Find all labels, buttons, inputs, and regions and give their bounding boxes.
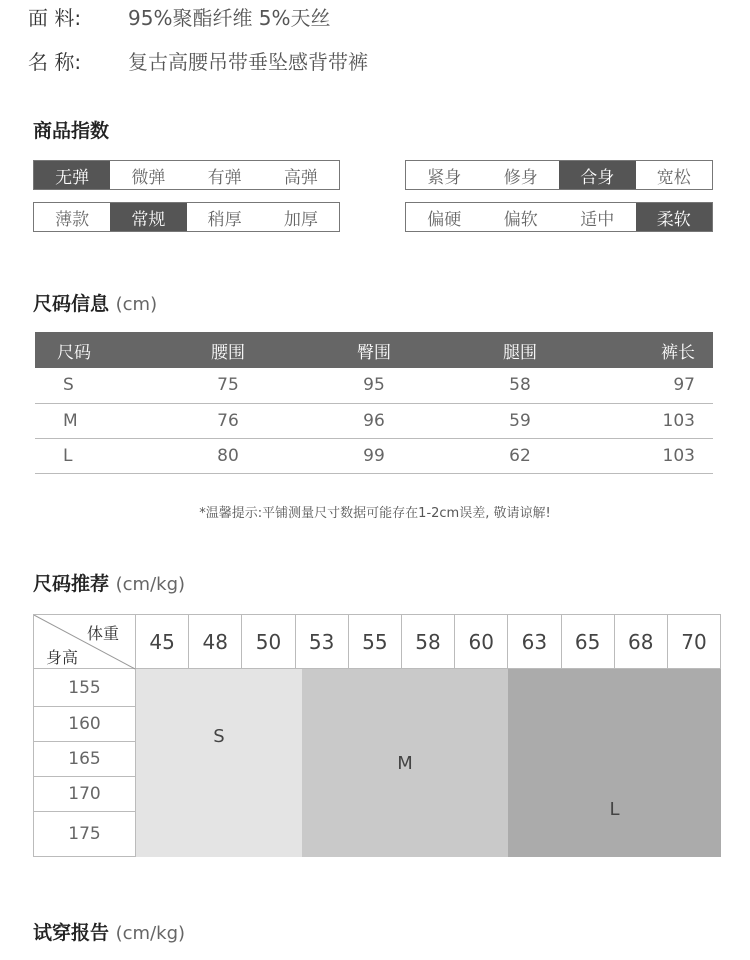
zone-l-label: L (609, 799, 620, 820)
weight-cell: 65 (562, 614, 615, 669)
fit-scale (405, 160, 713, 190)
name-value: 复古高腰吊带垂坠感背带裤 (128, 50, 368, 74)
size-recommend-grid (33, 614, 721, 857)
height-cell: 165 (33, 742, 136, 777)
grid-corner (33, 614, 136, 669)
header-hip: 臀围 (301, 332, 447, 368)
weight-cell: 48 (189, 614, 242, 669)
thickness-scale (33, 202, 340, 232)
header-size: 尺码 (35, 332, 155, 368)
name-label: 名 称: (28, 50, 82, 74)
size-info-unit: (cm) (115, 294, 158, 315)
height-cell: 175 (33, 812, 136, 857)
header-waist: 腰围 (155, 332, 301, 368)
try-on-title (33, 918, 185, 945)
corner-weight-label: 体重 (86, 624, 119, 643)
weight-cell: 70 (668, 614, 721, 669)
table-cell: 59 (447, 403, 593, 438)
zone-size-l (508, 669, 721, 857)
zone-size-s (136, 669, 302, 857)
table-cell: L (35, 438, 155, 473)
header-length: 裤长 (593, 332, 713, 368)
size-table-header (35, 332, 713, 368)
table-cell: 62 (447, 438, 593, 473)
table-cell: 97 (593, 368, 713, 403)
size-info-title-text: 尺码信息 (33, 293, 110, 315)
table-cell: M (35, 403, 155, 438)
product-name-line (28, 46, 368, 75)
header-thigh: 腿围 (447, 332, 593, 368)
softness-option: 适中 (580, 209, 615, 230)
fit-option: 宽松 (656, 167, 691, 188)
softness-option: 偏硬 (427, 209, 462, 230)
softness-option: 柔软 (636, 203, 713, 231)
height-cell: 160 (33, 707, 136, 742)
elasticity-scale (33, 160, 340, 190)
table-row (35, 403, 713, 438)
zone-size-m (302, 669, 508, 857)
fit-option: 修身 (503, 167, 538, 188)
height-cell: 155 (33, 669, 136, 707)
thickness-option: 常规 (110, 203, 186, 231)
thickness-option: 薄款 (55, 209, 90, 230)
table-cell: 99 (301, 438, 447, 473)
elasticity-option: 高弹 (283, 167, 318, 188)
weight-header-row (136, 614, 721, 669)
product-index-title: 商品指数 (33, 120, 110, 142)
measurement-note: *温馨提示:平铺测量尺寸数据可能存在1-2cm误差, 敬请谅解! (199, 506, 551, 521)
table-cell: 76 (155, 403, 301, 438)
weight-cell: 63 (508, 614, 561, 669)
table-row (35, 368, 713, 403)
size-info-title (33, 289, 157, 316)
weight-cell: 45 (136, 614, 189, 669)
material-label: 面 料: (28, 6, 82, 30)
thickness-option: 加厚 (283, 209, 318, 230)
table-row (35, 438, 713, 473)
elasticity-option: 有弹 (207, 167, 242, 188)
fit-option: 合身 (559, 161, 636, 189)
weight-cell: 55 (349, 614, 402, 669)
material-value: 95%聚酯纤维 5%天丝 (128, 6, 331, 30)
fit-option: 紧身 (427, 167, 462, 188)
table-cell: 75 (155, 368, 301, 403)
weight-cell: 50 (242, 614, 295, 669)
table-cell: 96 (301, 403, 447, 438)
weight-cell: 58 (402, 614, 455, 669)
table-cell: 103 (593, 438, 713, 473)
softness-option: 偏软 (503, 209, 538, 230)
weight-cell: 53 (296, 614, 349, 669)
thickness-option: 稍厚 (207, 209, 242, 230)
elasticity-option: 无弹 (34, 161, 110, 189)
table-cell: 80 (155, 438, 301, 473)
table-cell: 95 (301, 368, 447, 403)
size-recommend-unit: (cm/kg) (115, 574, 186, 595)
size-recommend-title (33, 569, 185, 596)
corner-height-label: 身高 (46, 648, 79, 667)
weight-cell: 60 (455, 614, 508, 669)
size-recommend-title-text: 尺码推荐 (33, 573, 110, 595)
zone-m-label: M (397, 753, 413, 774)
table-cell: 58 (447, 368, 593, 403)
weight-cell: 68 (615, 614, 668, 669)
try-on-unit: (cm/kg) (115, 923, 186, 944)
material-line (28, 2, 331, 31)
size-table (35, 332, 713, 474)
table-cell: 103 (593, 403, 713, 438)
table-cell: S (35, 368, 155, 403)
height-column (33, 669, 136, 857)
height-cell: 170 (33, 777, 136, 812)
elasticity-option: 微弹 (131, 167, 166, 188)
softness-scale (405, 202, 713, 232)
try-on-title-text: 试穿报告 (33, 922, 110, 944)
zone-s-label: S (213, 726, 225, 747)
